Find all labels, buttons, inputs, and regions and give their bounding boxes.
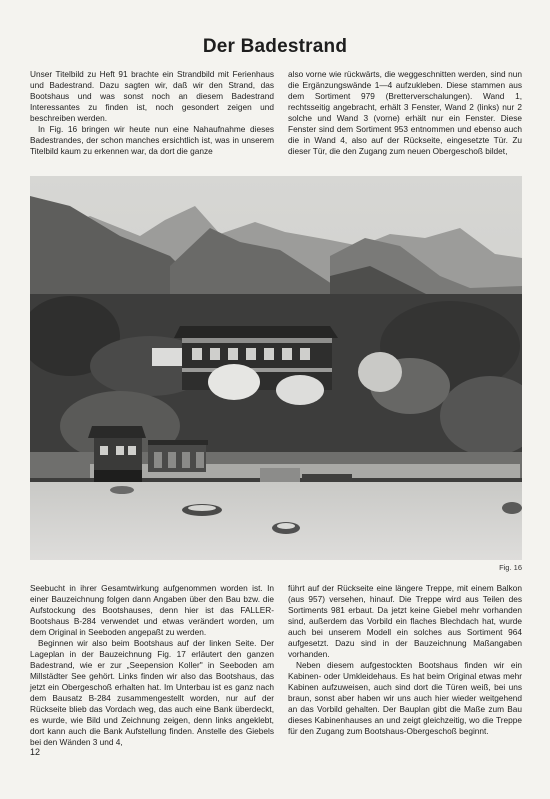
paragraph: führt auf der Rückseite eine längere Treppe, mit einem Balkon (aus 957) versehen, hinauf. Die Treppe wird aus Teilen des Sortiments 981 erbaut. Da jetzt keine Giebel mehr vorhanden sind, außerdem das Vorbild ein flaches Blechdach hat, wurde auch bei unserem Modell ein solches aus Sortiment 964 aufgesetzt. Dazu sind in der Bauzeichnung Maßangaben vorhanden. (288, 583, 522, 659)
page-number: 12 (30, 747, 41, 757)
photo-illustration (30, 176, 522, 560)
paragraph: Unser Titelbild zu Heft 91 brachte ein Strandbild mit Ferienhaus und Badestrand. Dazu sagten wir, daß wir den Strand, das Bootshaus und was sonst noch an diesem Badestrand Interessantes zu finden ist, noch gesondert zeigen und beschreiben werden. (30, 69, 274, 123)
paragraph: Neben diesem aufgestockten Bootshaus finden wir ein Kabinen- oder Umkleidehaus. Es hat beim Original etwas mehr Kabinen aufzuweisen, auch sind dort die Türen weiß, bei uns braun, sonst aber haben wir uns auch hier wieder weitgehend an das Vorbild gehalten. Der Bauplan gibt die Maße zum Bau dieses Kabinenhauses an und zeigt gleichzeitig, wo die Treppe für den Zugang zum Bootshaus-Obergeschoß beginnt. (288, 660, 522, 736)
text-column-bottom-right (288, 583, 522, 737)
page-title: Der Badestrand (202, 36, 348, 57)
figure-caption: Fig. 16 (499, 563, 522, 572)
paragraph: also vorne wie rückwärts, die weggeschnitten werden, sind nun die Ergänzungswände 1—4 aufzukleben. Diese stammen aus dem Sortiment 979 (Bretterverschalungen). Wand 1, rechtsseitig angebracht, erhält 3 Fenster, Wand 2 (links) nur 2 solche und Wand 3 (vorne) erhält nur ein Fenster. Diese Fenster sind dem Sortiment 953 entnommen und ebenso auch die in Wand 4, also auf der Rückseite, eingesetzte Tür. Zu dieser Tür, die den Zugang zum neuen Obergeschoß bildet, (288, 69, 522, 156)
text-column-top-left (30, 69, 274, 157)
beach-model-photo (30, 176, 522, 560)
paragraph: Seebucht in ihrer Gesamtwirkung aufgenommen worden ist. In einer Bauzeichnung folgen dann Angaben über den Bau bzw. die Aufstockung des Bootshauses, denn hier ist das FALLER-Bootshaus B-284 verwendet und etwas verändert worden, um dem Original in Seeboden angepaßt zu werden. (30, 583, 274, 637)
text-column-bottom-left (30, 583, 274, 748)
paragraph: Beginnen wir also beim Bootshaus auf der linken Seite. Der Lageplan in der Bauzeichnung Fig. 17 erläutert den ganzen Badestrand, wie er zur „Seepension Koller" in Seeboden am Millstädter See gehört. Links finden wir also das Bootshaus, das jetzt ein Obergeschoß erhalten hat. Im Unterbau ist es ganz nach dem Bausatz B-284 zusammengestellt worden, nur auf der Rückseite blieb das Vordach weg, das auch eine Bank überdeckt, es wurde, wie Bild und Zeichnung zeigen, denn links angeklebt, dort kann auch die Bank Aufstellung finden. Anstelle des Giebels bei den Wänden 3 und 4, (30, 638, 274, 747)
text-column-top-right (288, 69, 522, 157)
paragraph: In Fig. 16 bringen wir heute nun eine Nahaufnahme dieses Badestrandes, der schon manches ersichtlich ist, was in unserem Titelbild kaum zu erkennen war, da dort die ganze (30, 124, 274, 156)
